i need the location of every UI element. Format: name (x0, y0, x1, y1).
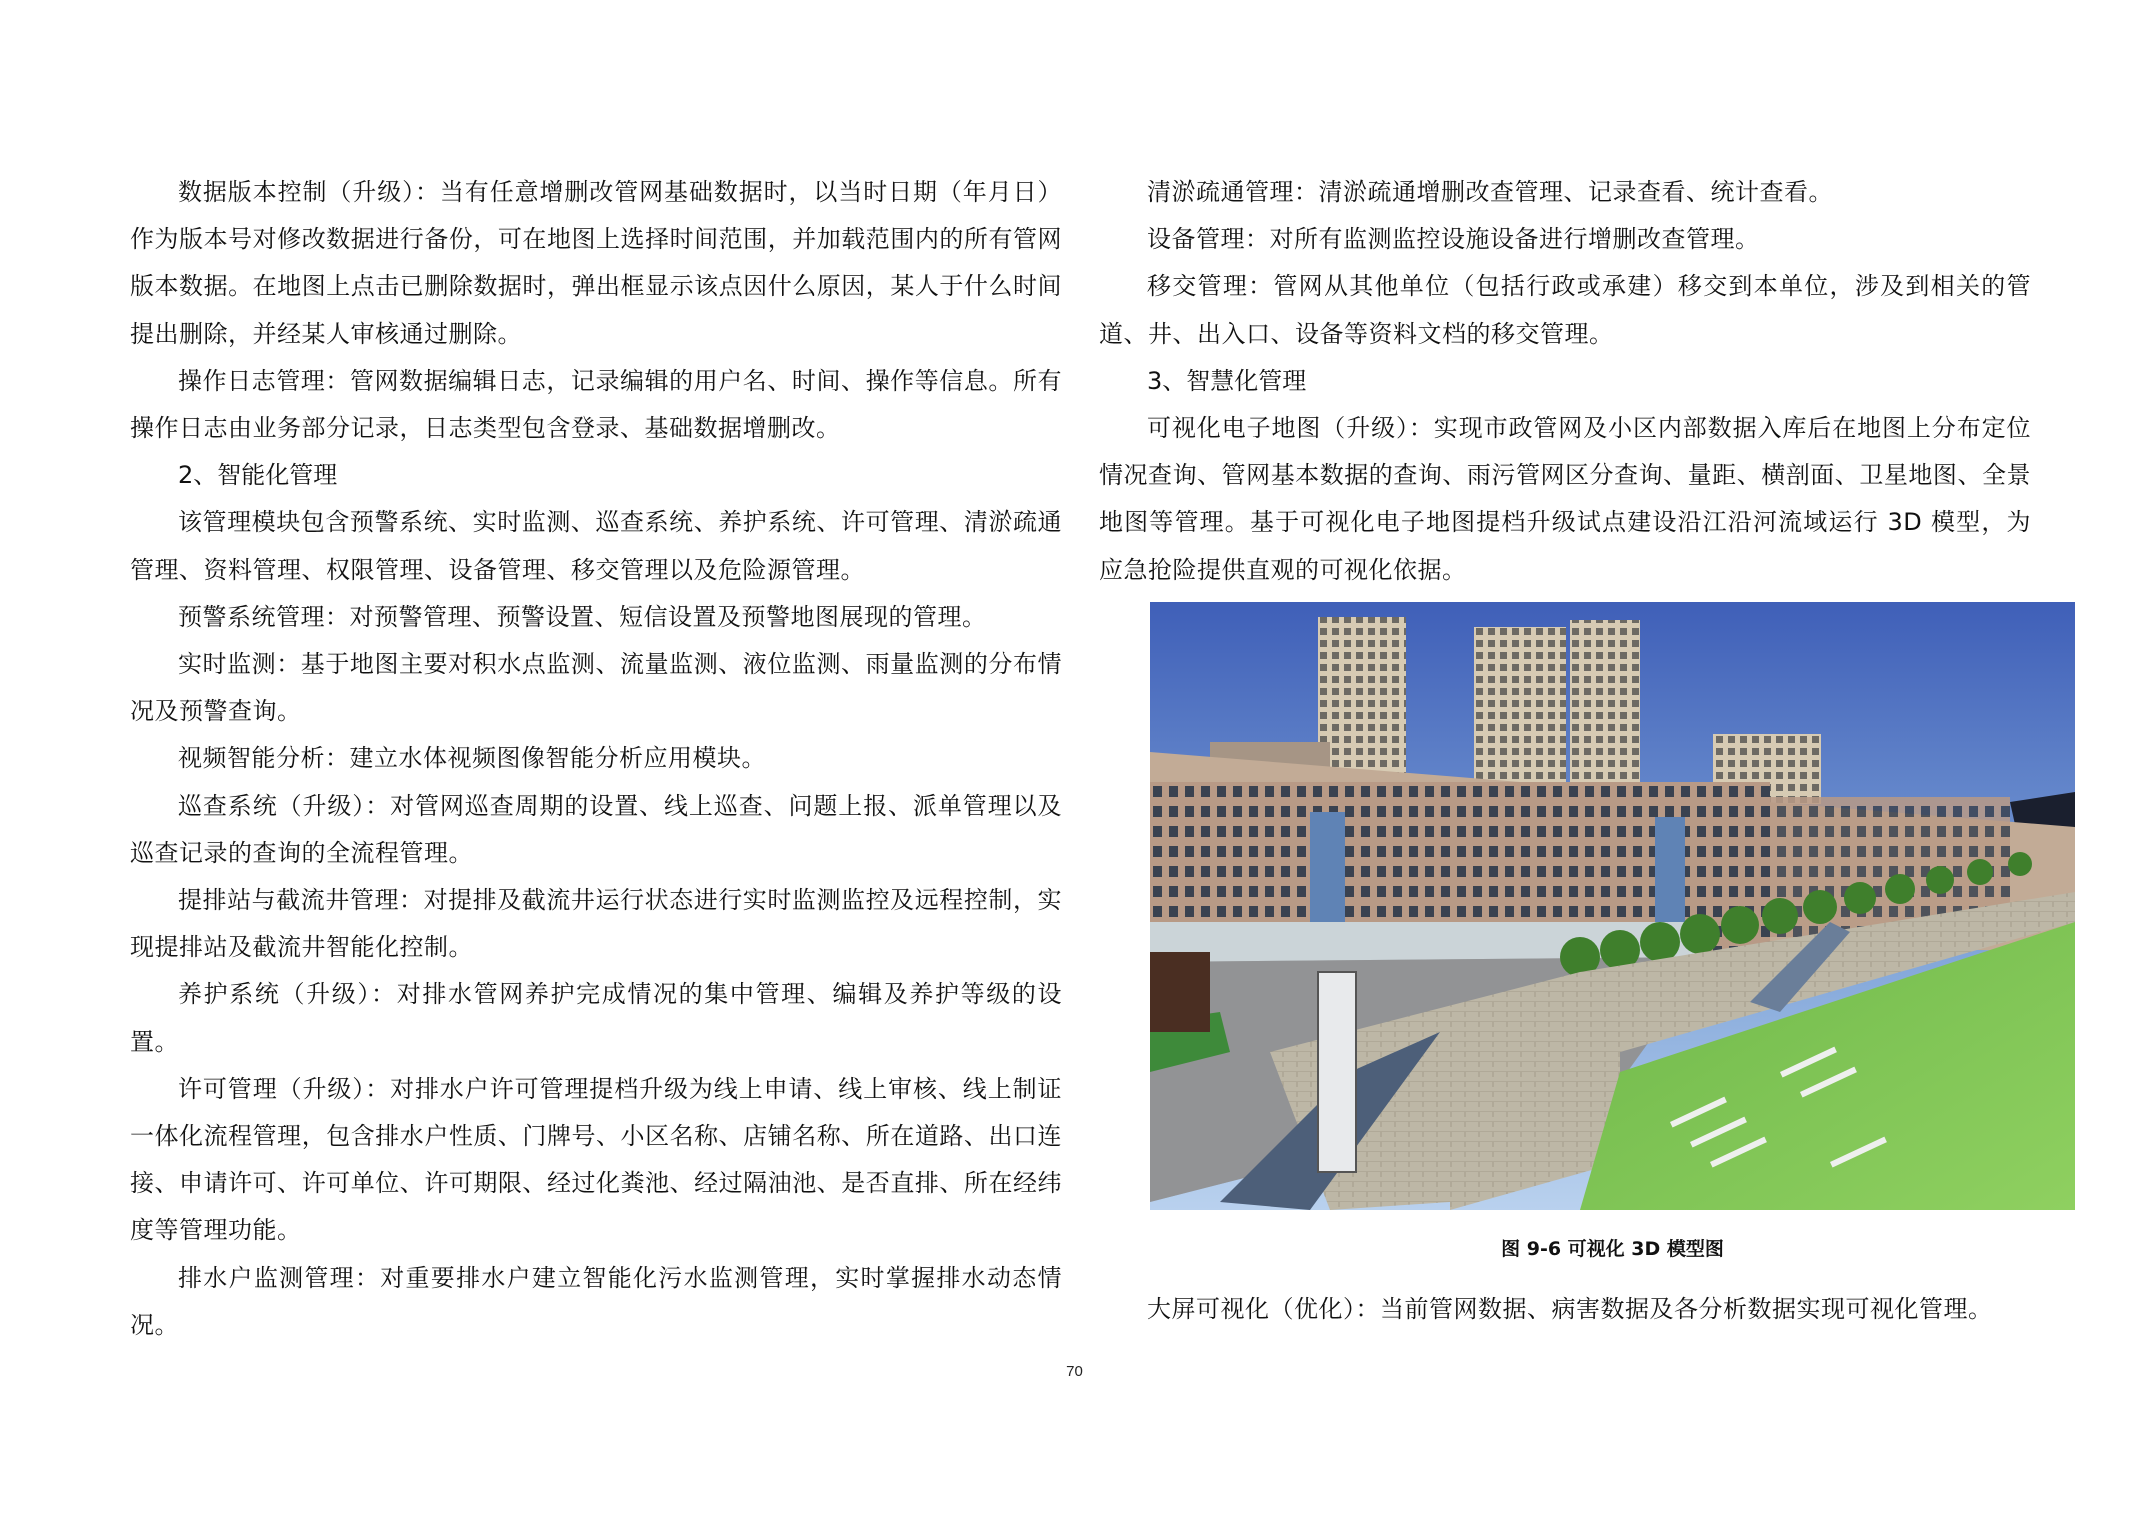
paragraph-visual-map: 可视化电子地图（升级）：实现市政管网及小区内部数据入库后在地图上分布定位情况查询、管网基本数据的查询、雨污管网区分查询、量距、横剖面、卫星地图、全景地图等管理。基于可视化电子地图提档升级试点建设沿江沿河流域运行 3D 模型，为应急抢险提供直观的可视化依据。 (1099, 414, 2031, 584)
paragraph-permit-management: 许可管理（升级）：对排水户许可管理提档升级为线上申请、线上审核、线上制证一体化流程管理，包含排水户性质、门牌号、小区名称、店铺名称、所在道路、出口连接、申请许可、许可单位、许可期限、经过化粪池、经过隔油池、是否直排、所在经纬度等管理功能。 (130, 1074, 1062, 1245)
paragraph-maintenance-system: 养护系统（升级）：对排水管网养护完成情况的集中管理、编辑及养护等级的设置。 (130, 980, 1062, 1056)
paragraph-equipment: 设备管理：对所有监测监控设施设备进行增删改查管理。 (1147, 225, 1760, 254)
figure-3d-model-image (1150, 602, 2075, 1210)
left-column (130, 169, 1062, 1349)
paragraph-version-control: 数据版本控制（升级）：当有任意增删改管网基础数据时，以当时日期（年月日）作为版本号对修改数据进行备份，可在地图上选择时间范围，并加载范围内的所有管网版本数据。在地图上点击已删除数据时，弹出框显示该点因什么原因，某人于什么时间提出删除，并经某人审核通过删除。 (130, 178, 1062, 348)
paragraph-inspection-system: 巡查系统（升级）：对管网巡查周期的设置、线上巡查、问题上报、派单管理以及巡查记录的查询的全流程管理。 (130, 791, 1062, 867)
right-column (1099, 169, 2031, 1333)
section-heading-smart: 3、智慧化管理 (1147, 366, 1307, 395)
paragraph-drainage-monitor: 排水户监测管理：对重要排水户建立智能化污水监测管理，实时掌握排水动态情况。 (130, 1263, 1062, 1339)
paragraph-handover: 移交管理：管网从其他单位（包括行政或承建）移交到本单位，涉及到相关的管道、井、出入口、设备等资料文档的移交管理。 (1099, 272, 2031, 348)
section-heading-intelligent: 2、智能化管理 (178, 461, 338, 490)
paragraph-pump-station: 提排站与截流井管理：对提排及截流井运行状态进行实时监测监控及远程控制，实现提排站及截流井智能化控制。 (130, 886, 1062, 962)
paragraph-dredging: 清淤疏通管理：清淤疏通增删改查管理、记录查看、统计查看。 (1147, 178, 1833, 206)
paragraph-realtime-monitor: 实时监测：基于地图主要对积水点监测、流量监测、液位监测、雨量监测的分布情况及预警查询。 (130, 650, 1062, 726)
paragraph-video-analysis: 视频智能分析：建立水体视频图像智能分析应用模块。 (178, 744, 766, 773)
figure-caption: 图 9-6 可视化 3D 模型图 (1501, 1237, 1724, 1260)
page-number: 70 (1066, 1363, 1083, 1380)
paragraph-operation-log: 操作日志管理：管网数据编辑日志，记录编辑的用户名、时间、操作等信息。所有操作日志由业务部分记录，日志类型包含登录、基础数据增删改。 (130, 366, 1062, 443)
paragraph-module-overview: 该管理模块包含预警系统、实时监测、巡查系统、养护系统、许可管理、清淤疏通管理、资料管理、权限管理、设备管理、移交管理以及危险源管理。 (130, 508, 1062, 584)
paragraph-big-screen: 大屏可视化（优化）：当前管网数据、病害数据及各分析数据实现可视化管理。 (1147, 1294, 1993, 1323)
paragraph-warning-system: 预警系统管理：对预警管理、预警设置、短信设置及预警地图展现的管理。 (178, 602, 987, 631)
